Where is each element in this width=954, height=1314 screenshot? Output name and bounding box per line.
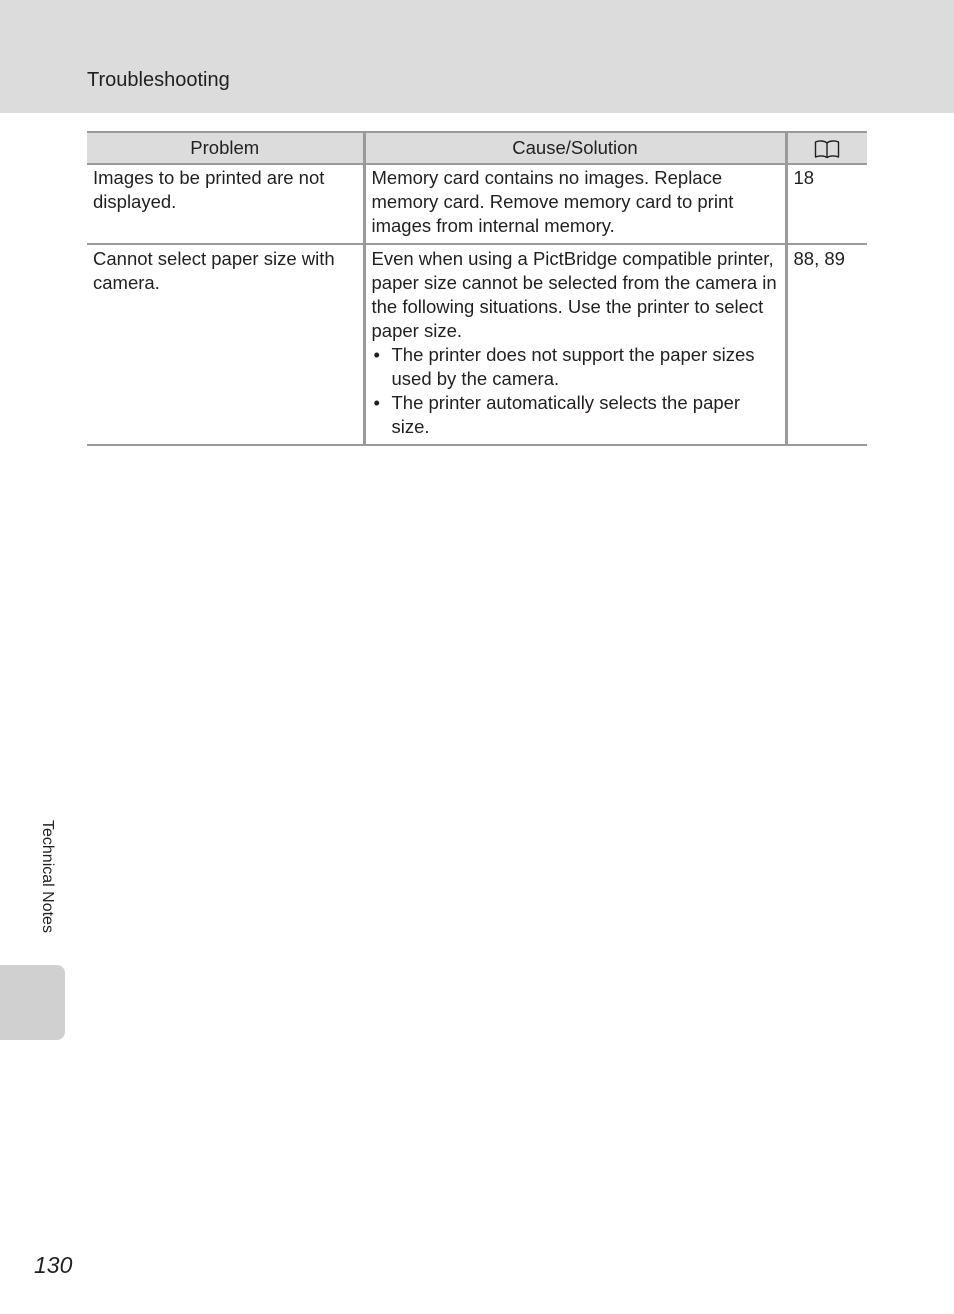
column-header-cause-solution: Cause/Solution [364,132,786,164]
column-header-problem: Problem [87,132,364,164]
reference-page-cell: 88, 89 [786,244,867,445]
side-tab [0,965,65,1040]
cause-solution-cell [364,244,786,445]
cause-bullet-list [372,343,779,439]
problem-cell: Images to be printed are not displayed. [87,164,364,244]
cause-text: Even when using a PictBridge compatible printer, paper size cannot be selected from the camera in the following situations. Use the printer to select paper size. [371,248,777,341]
cause-solution-cell [364,164,786,244]
reference-page-cell: 18 [786,164,867,244]
bullet-item: • The printer automatically selects the paper size. [372,391,779,439]
troubleshooting-table [87,131,867,446]
cause-text: Memory card contains no images. Replace memory card. Remove memory card to print images from internal memory. [371,167,734,236]
book-icon [814,139,840,159]
side-tab-label: Technical Notes [39,820,56,933]
table-row [87,164,867,244]
bullet-item: • The printer does not support the paper sizes used by the camera. [372,343,779,391]
header-band [0,0,954,113]
table-header-row [87,132,867,164]
column-header-reference [786,132,867,164]
page-number: 130 [34,1252,73,1278]
problem-cell: Cannot select paper size with camera. [87,244,364,445]
table-row [87,244,867,445]
section-title: Troubleshooting [87,69,230,91]
